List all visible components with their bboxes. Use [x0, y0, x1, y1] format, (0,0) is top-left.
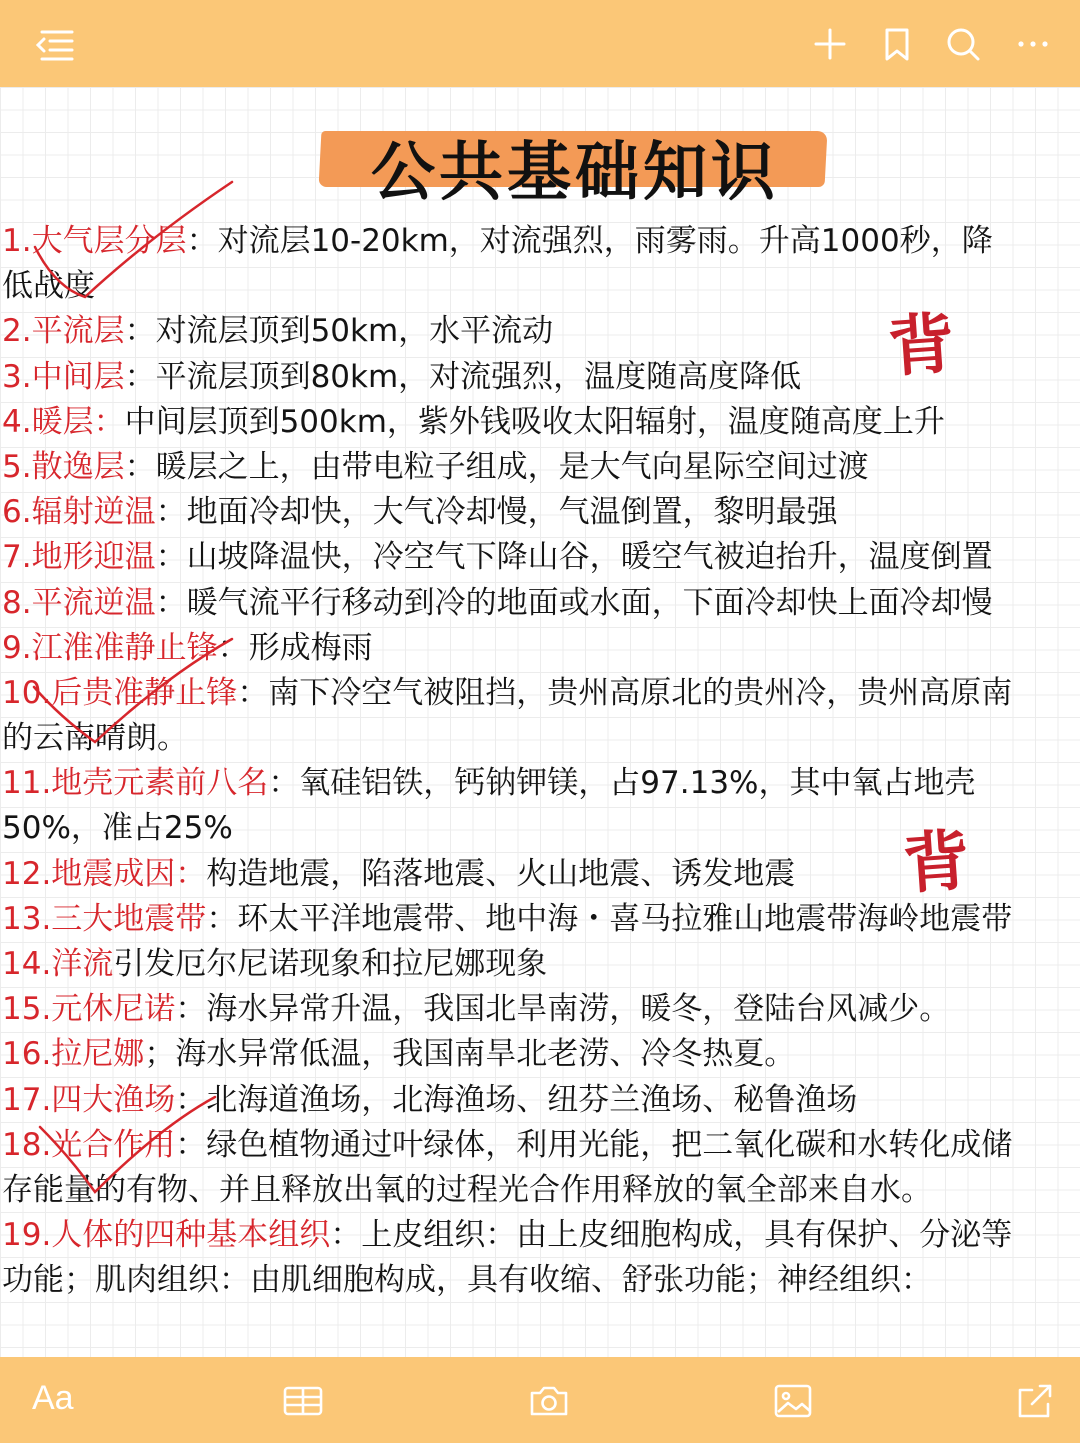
note-line-keyword: 4.暖层：	[2, 403, 125, 440]
note-line-keyword: 10.后贵准静止锋	[2, 674, 238, 711]
note-line-text: ：北海道渔场，北海渔场、纽芬兰渔场、秘鲁渔场	[175, 1081, 858, 1118]
note-line-text: ：对流层顶到50km，水平流动	[124, 313, 554, 350]
note-line	[0, 1123, 1080, 1168]
note-line	[0, 1078, 1080, 1123]
note-line-text: 的云南晴朗。	[2, 720, 188, 757]
menu-icon[interactable]	[32, 22, 76, 66]
top-toolbar	[0, 0, 1080, 87]
table-icon[interactable]	[280, 1378, 326, 1424]
note-line	[0, 581, 1080, 626]
note-line	[0, 400, 1080, 445]
note-line-keyword: 14.洋流	[2, 946, 114, 982]
note-line-text: 存能量的有物、并且释放出氧的过程光合作用释放的氧全部来自水。	[2, 1171, 932, 1208]
note-line	[0, 626, 1080, 671]
note-line-keyword: 6.辐射逆温	[2, 494, 156, 531]
note-line-text: 中间层顶到500km，紫外钱吸收太阳辐射，温度随高度上升	[124, 403, 945, 440]
note-line-text: ：环太平洋地震带、地中海・喜马拉雅山地震带海岭地震带	[206, 900, 1013, 937]
note-line	[0, 490, 1080, 535]
note-line	[0, 1258, 1080, 1303]
note-line	[0, 219, 1080, 264]
note-line-text: ：形成梅雨	[217, 629, 373, 666]
note-line-keyword: 13.三大地震带	[2, 900, 207, 937]
note-line	[0, 445, 1080, 490]
note-line-keyword: 18.光合作用	[2, 1126, 176, 1163]
note-line-text: ：南下冷空气被阻挡，贵州高原北的贵州冷，贵州高原南	[237, 674, 1013, 711]
font-button[interactable]: Aa	[32, 1379, 74, 1417]
note-line-text: ；海水异常低温，我国南旱北老涝、冷冬热夏。	[144, 1036, 796, 1073]
image-icon[interactable]	[770, 1378, 816, 1424]
note-line-text: ：地面冷却快，大气冷却慢，气温倒置，黎明最强	[155, 494, 838, 531]
note-line	[0, 1213, 1080, 1258]
note-line-keyword: 7.地形迎温	[2, 539, 156, 576]
note-line-keyword: 1.大气层分层	[2, 223, 187, 259]
note-line-keyword: 5.散逸层	[2, 448, 125, 485]
camera-icon[interactable]	[526, 1378, 572, 1424]
note-line-text: 功能；肌肉组织：由肌细胞构成，具有收缩、舒张功能；神经组织：	[2, 1262, 932, 1299]
share-icon[interactable]	[1012, 1378, 1058, 1424]
note-line	[0, 987, 1080, 1032]
title-block	[320, 117, 830, 210]
note-line-text: ：山坡降温快，冷空气下降山谷，暖空气被迫抬升，温度倒置	[155, 539, 993, 576]
note-line-text: 构造地震，陷落地震、火山地震、诱发地震	[206, 855, 796, 892]
note-line-keyword: 8.平流逆温	[2, 584, 156, 621]
note-line-keyword: 11.地壳元素前八名	[2, 765, 269, 802]
note-line	[0, 716, 1080, 761]
note-line-text: ：绿色植物通过叶绿体，利用光能，把二氧化碳和水转化成储	[175, 1126, 1013, 1163]
note-line-keyword: 9.江淮准静止锋	[2, 629, 218, 666]
note-line-keyword: 19.人体的四种基本组织	[2, 1217, 331, 1254]
note-line-keyword: 12.地震成因：	[2, 855, 207, 892]
note-line-text: ：氧硅铝铁，钙钠钾镁，占97.13%，其中氧占地壳	[268, 765, 976, 802]
note-line-text: ：上皮组织：由上皮细胞构成，具有保护、分泌等	[330, 1217, 1013, 1254]
note-line-text: 低战度	[2, 268, 95, 305]
note-line	[0, 671, 1080, 716]
note-line-keyword: 16.拉尼娜	[2, 1036, 145, 1073]
note-line	[0, 942, 1080, 987]
note-line	[0, 761, 1080, 806]
bei-stamp-2: 背	[900, 820, 973, 904]
note-line	[0, 1168, 1080, 1213]
note-line-text: ：海水异常升温，我国北旱南涝，暖冬，登陆台风减少。	[175, 991, 951, 1028]
note-line-text: ：平流层顶到80km，对流强烈，温度随高度降低	[124, 358, 802, 395]
note-line-keyword: 17.四大渔场	[2, 1081, 176, 1118]
note-line-text: 引发厄尔尼诺现象和拉尼娜现象	[113, 946, 548, 982]
note-line-text: ：暖层之上，由带电粒子组成，是大气向星际空间过渡	[124, 448, 869, 485]
note-line-text: ：对流层10-20km，对流强烈，雨雾雨。升高1000秒，降	[186, 223, 993, 259]
note-line-keyword: 3.中间层	[2, 358, 125, 395]
bei-stamp-1: 背	[885, 303, 958, 387]
note-line-keyword: 2.平流层	[2, 313, 125, 350]
note-line-keyword: 15.元休尼诺	[2, 991, 176, 1028]
plus-icon[interactable]	[808, 22, 852, 66]
note-paper[interactable]	[0, 87, 1080, 1357]
note-line	[0, 535, 1080, 580]
more-icon[interactable]	[1011, 22, 1055, 66]
bookmark-icon[interactable]	[875, 22, 919, 66]
bottom-toolbar	[0, 1357, 1080, 1443]
note-title: 公共基础知识	[371, 136, 779, 210]
search-icon[interactable]	[941, 22, 985, 66]
note-line-text: 50%，准占25%	[2, 810, 233, 847]
note-line-text: ：暖气流平行移动到冷的地面或水面，下面冷却快上面冷却慢	[155, 584, 993, 621]
note-line	[0, 1032, 1080, 1077]
